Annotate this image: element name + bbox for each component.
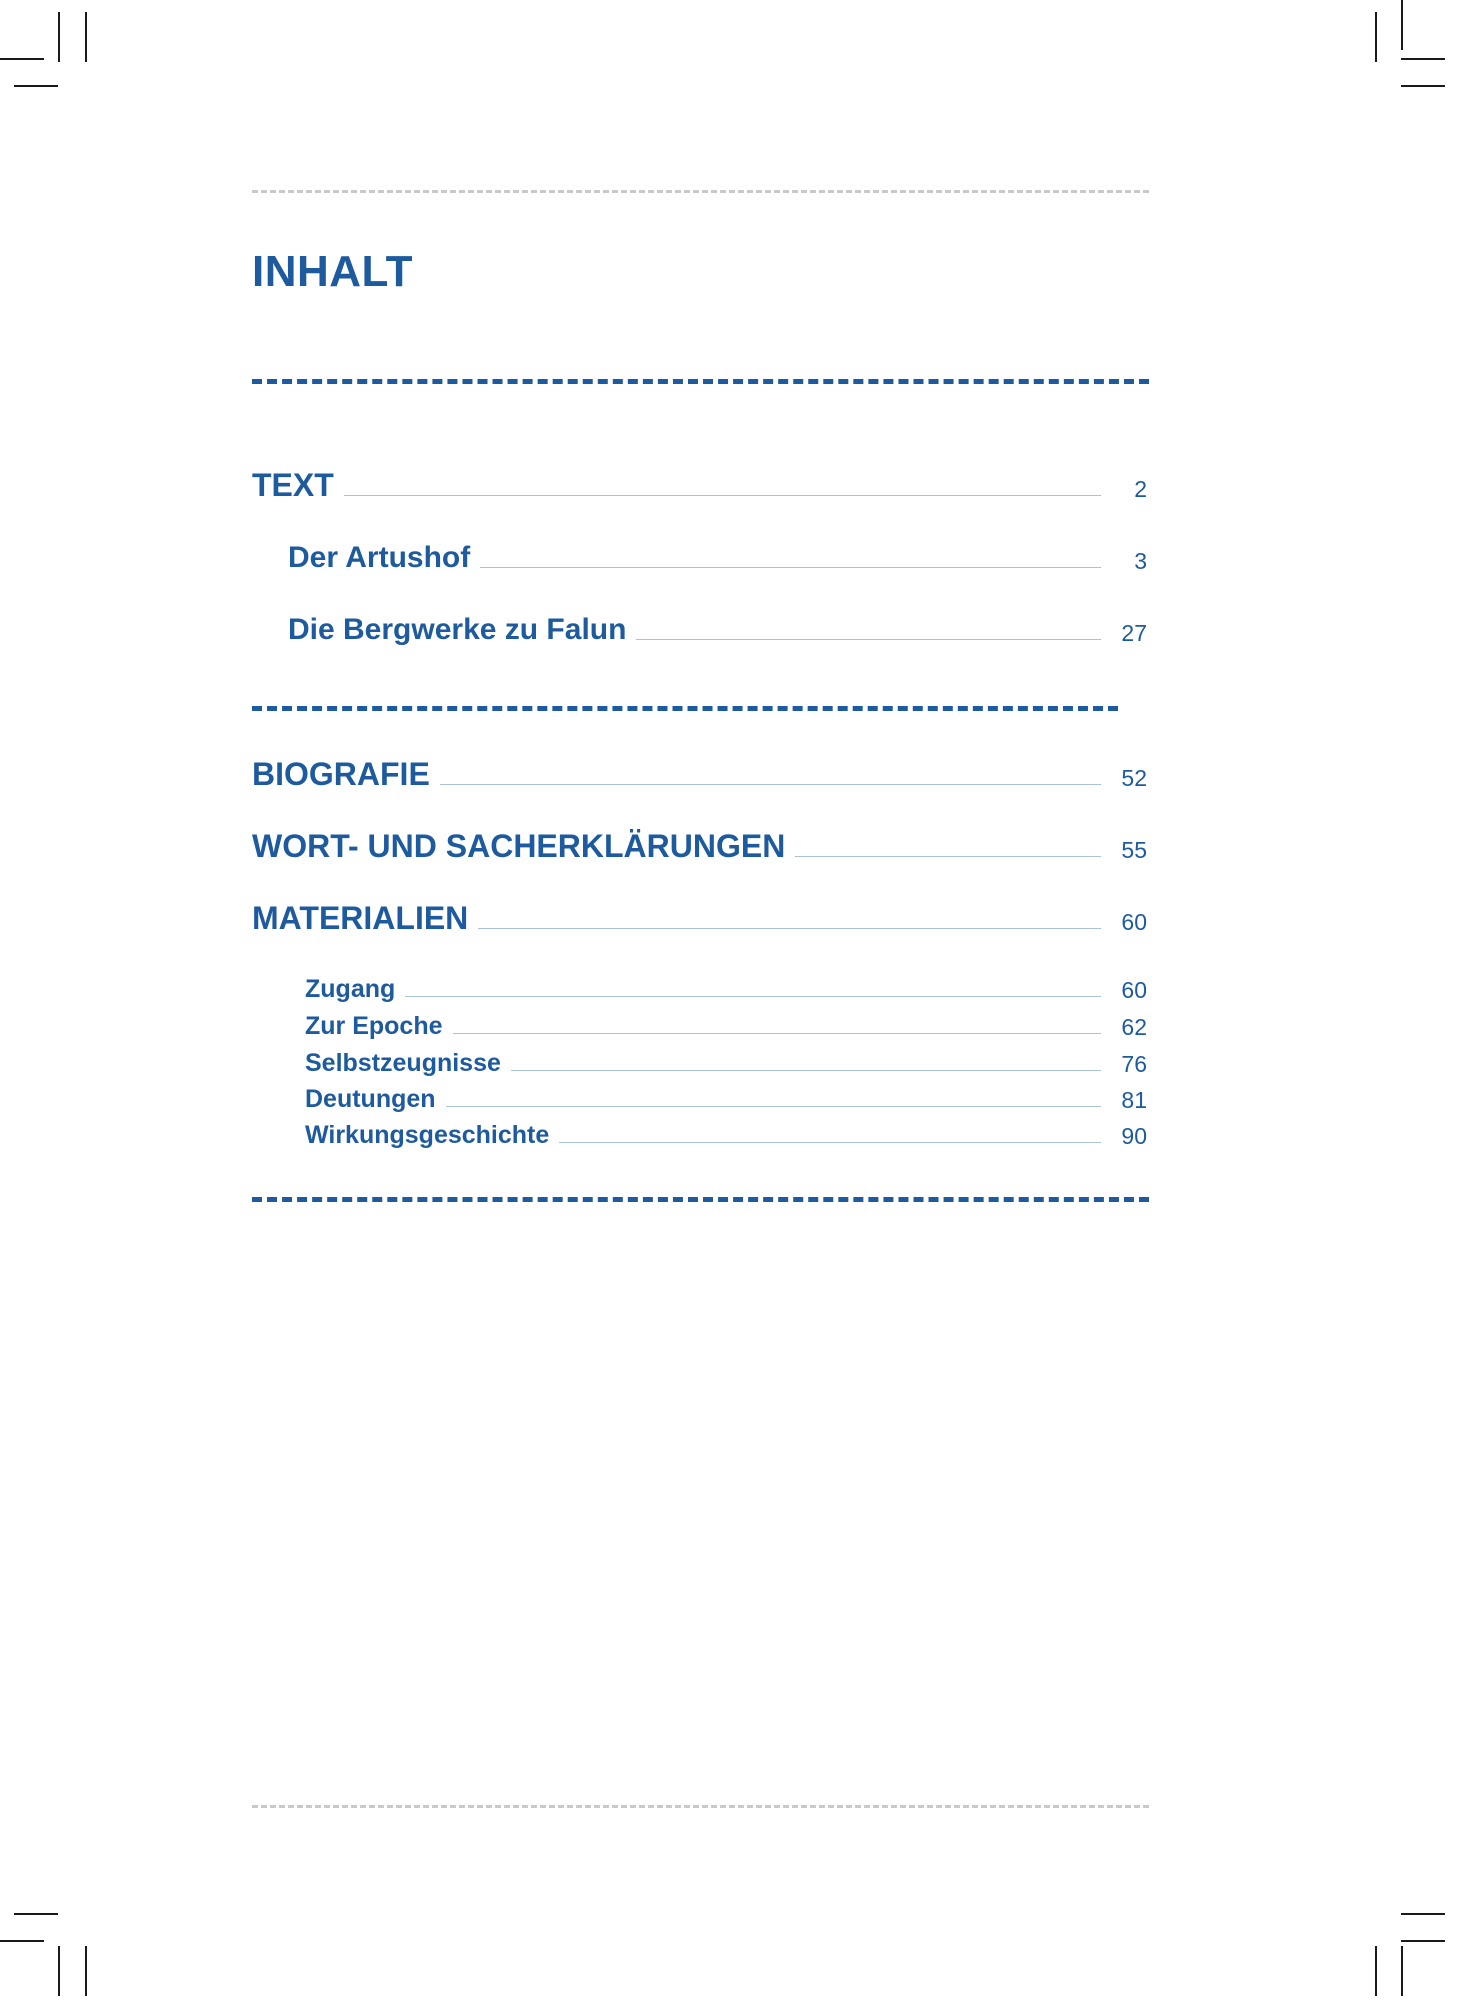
toc-leader xyxy=(453,1033,1101,1034)
page-title: INHALT xyxy=(252,247,414,296)
toc-label: Selbstzeugnisse xyxy=(305,1049,501,1077)
toc-entry-wort-und-sacherklaerungen[interactable] xyxy=(252,822,1147,862)
toc-entry-deutungen[interactable] xyxy=(305,1076,1147,1112)
toc-leader xyxy=(559,1142,1101,1143)
toc-page-number: 62 xyxy=(1121,1014,1147,1040)
toc-page-number: 2 xyxy=(1134,476,1147,502)
toc-leader xyxy=(795,856,1101,857)
toc-page-number: 90 xyxy=(1121,1123,1147,1149)
toc-entry-text[interactable] xyxy=(252,461,1147,501)
toc-label: MATERIALIEN xyxy=(252,900,469,936)
toc-entry-biografie[interactable] xyxy=(252,750,1147,790)
toc-leader xyxy=(480,567,1101,568)
toc-leader xyxy=(478,928,1101,929)
toc-entry-artushof[interactable] xyxy=(288,533,1147,573)
toc-label: Deutungen xyxy=(305,1085,436,1113)
toc-leader xyxy=(511,1070,1101,1071)
toc-leader xyxy=(636,639,1101,640)
toc-entry-materialien[interactable] xyxy=(252,894,1147,934)
toc-page-number: 52 xyxy=(1121,765,1147,791)
toc-page-number: 3 xyxy=(1134,548,1147,574)
toc-label: Die Bergwerke zu Falun xyxy=(288,613,627,646)
toc-page-number: 60 xyxy=(1121,909,1147,935)
toc-page-number: 27 xyxy=(1121,620,1147,646)
toc-page-number: 81 xyxy=(1121,1087,1147,1113)
toc-leader xyxy=(405,996,1101,997)
toc-page-number: 60 xyxy=(1121,977,1147,1003)
toc-leader xyxy=(446,1106,1101,1107)
toc-label: Wirkungsgeschichte xyxy=(305,1121,550,1149)
toc-entry-zugang[interactable] xyxy=(305,966,1147,1002)
toc-entry-wirkungsgeschichte[interactable] xyxy=(305,1112,1147,1148)
toc-entry-zur-epoche[interactable] xyxy=(305,1003,1147,1039)
toc-label: Der Artushof xyxy=(288,541,471,574)
toc-page-number: 76 xyxy=(1121,1051,1147,1077)
toc-label: WORT- UND SACHERKLÄRUNGEN xyxy=(252,828,786,864)
toc-leader xyxy=(344,495,1101,496)
toc-label: TEXT xyxy=(252,467,334,503)
toc-leader xyxy=(440,784,1101,785)
toc-label: BIOGRAFIE xyxy=(252,756,430,792)
toc-entry-bergwerke[interactable] xyxy=(288,605,1147,645)
toc-label: Zur Epoche xyxy=(305,1012,443,1040)
toc-page-number: 55 xyxy=(1121,837,1147,863)
toc-entry-selbstzeugnisse[interactable] xyxy=(305,1040,1147,1076)
toc-label: Zugang xyxy=(305,975,396,1003)
